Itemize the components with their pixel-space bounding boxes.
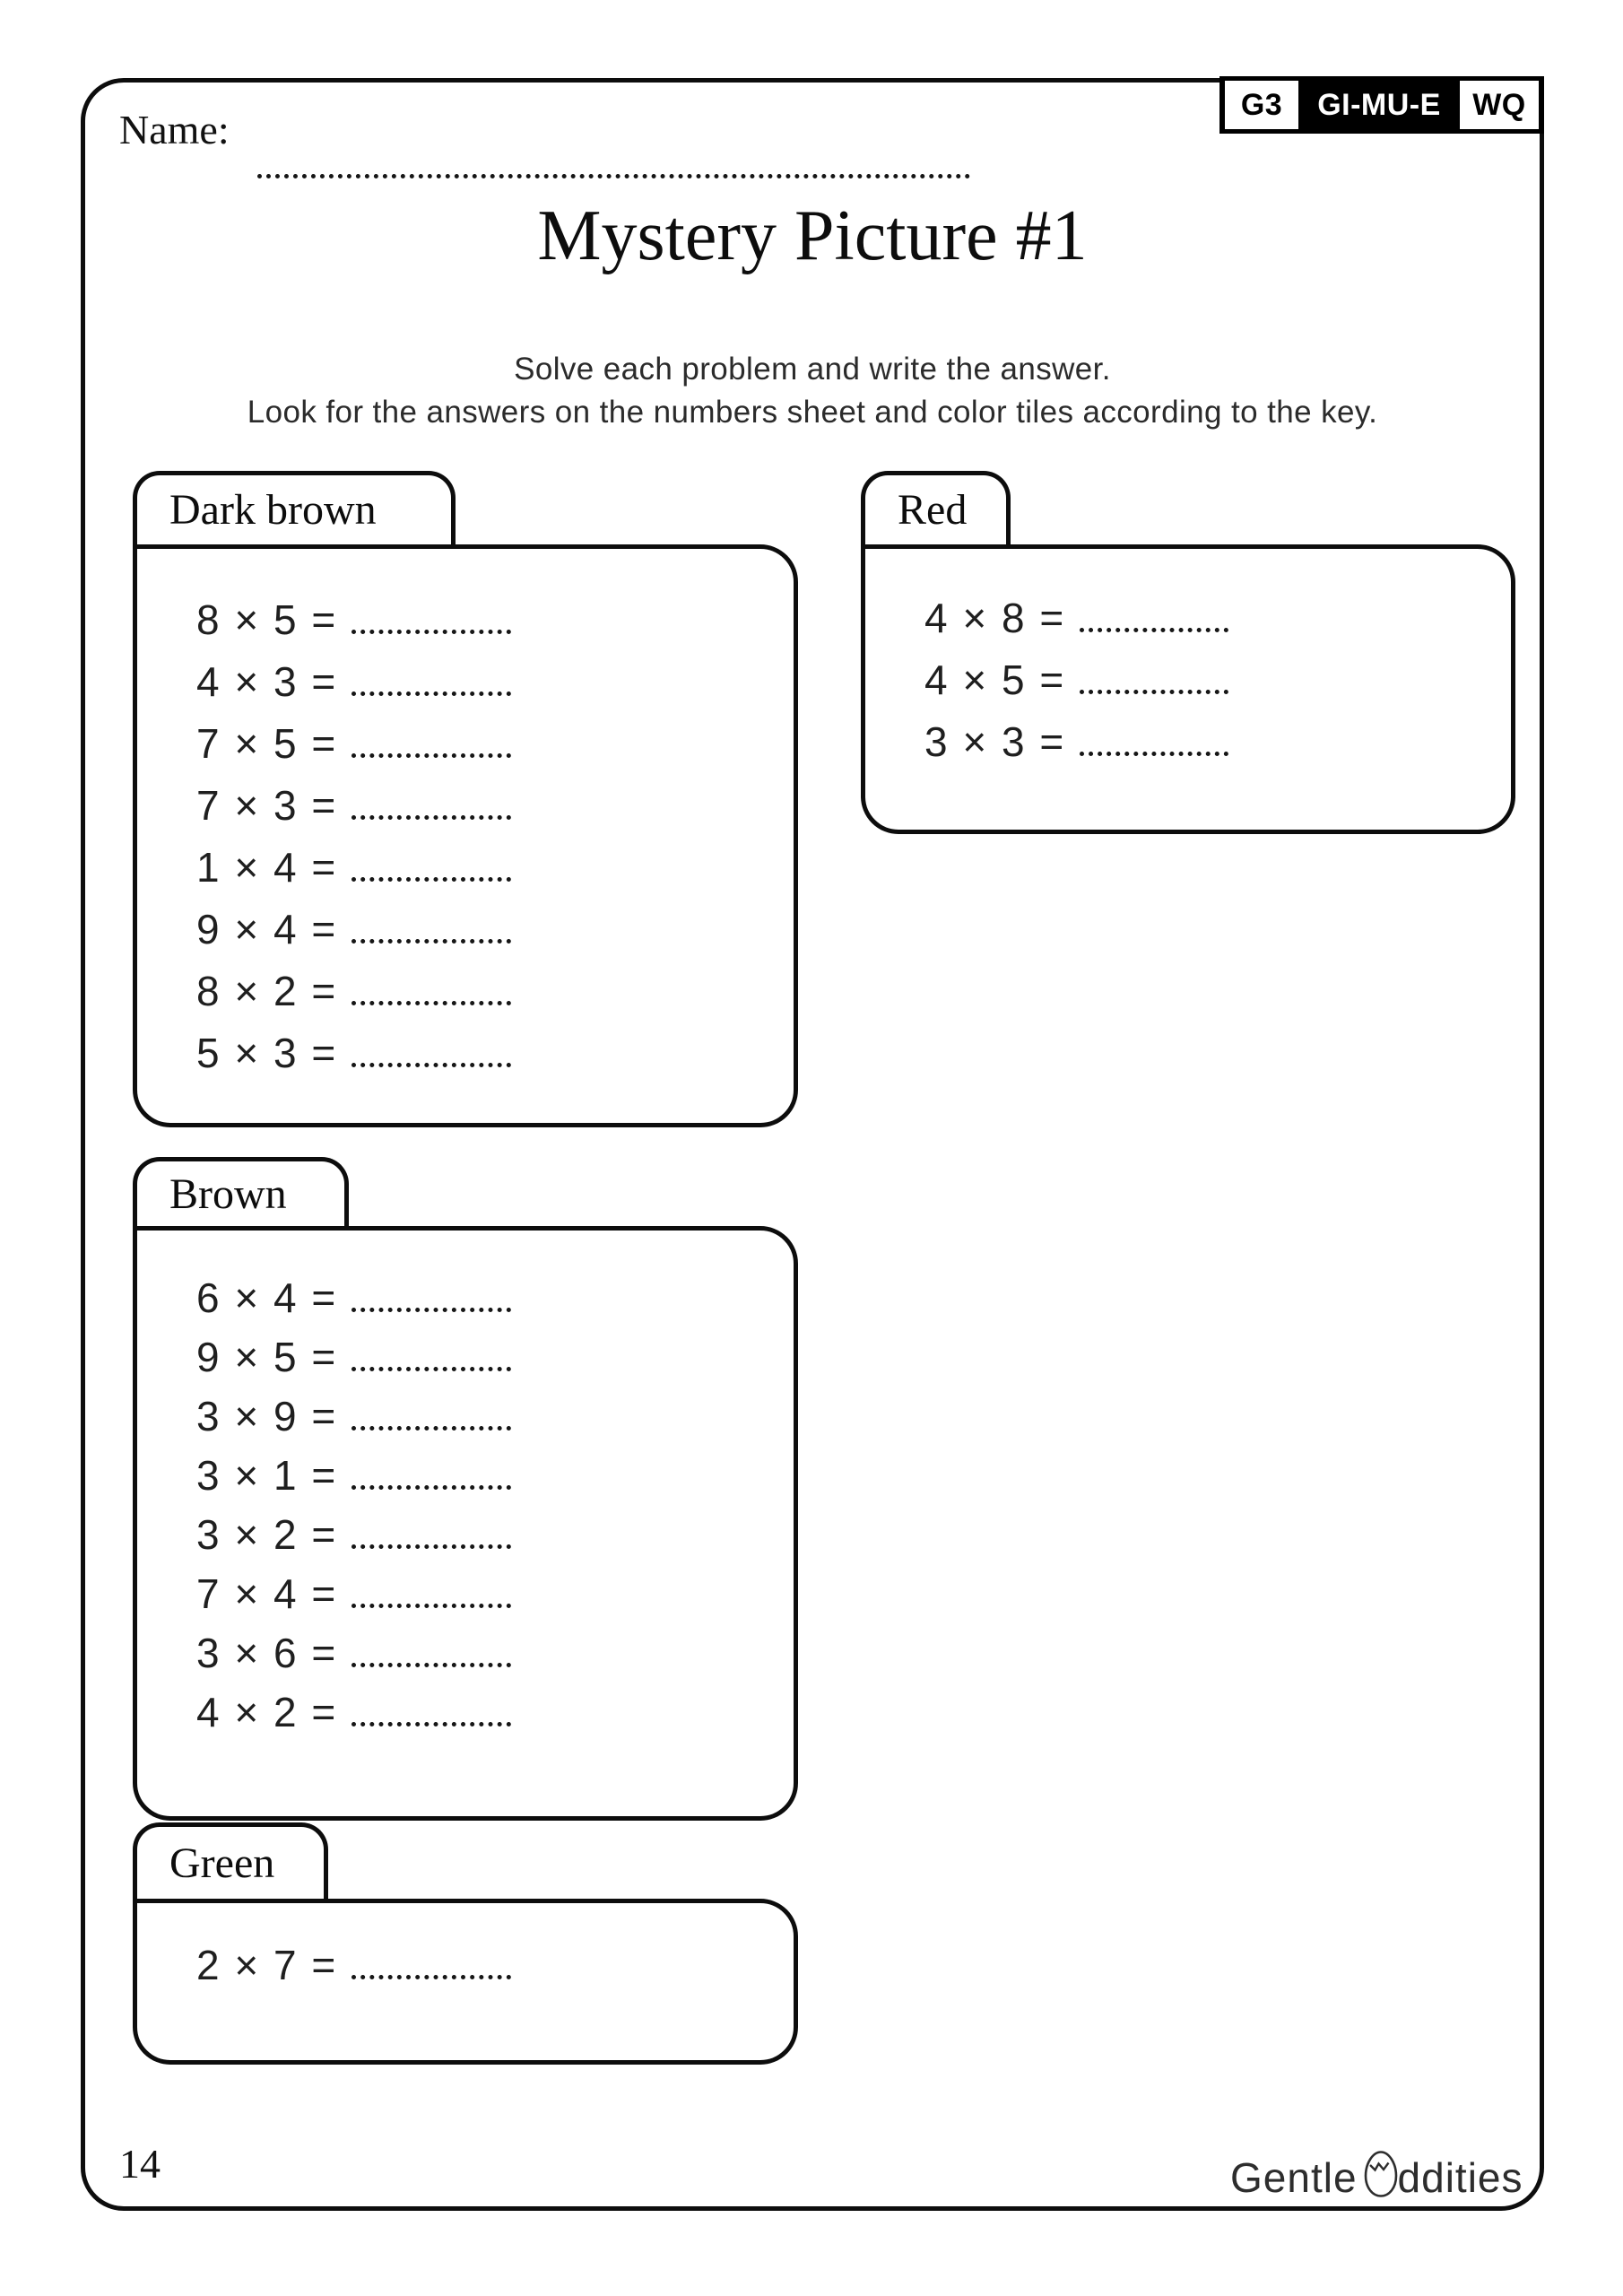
brand-logo <box>1230 2151 1523 2205</box>
problem-row <box>196 1392 794 1451</box>
topic-code-label: GI-MU-E <box>1317 87 1441 122</box>
section-tab-brown <box>133 1157 349 1226</box>
problem-row <box>196 657 794 719</box>
section-box-red <box>861 544 1515 834</box>
section-tab-red <box>861 471 1011 544</box>
problem-list-red <box>865 549 1511 830</box>
problem-list-green <box>137 1903 794 2060</box>
answer-line <box>352 1717 511 1726</box>
problem-text: 3 × 3 = <box>924 718 1066 765</box>
problem-text: 3 × 1 = <box>196 1452 338 1499</box>
problem-row <box>196 1274 794 1333</box>
problem-row <box>196 905 794 967</box>
problem-row <box>924 594 1511 656</box>
problem-row <box>196 843 794 905</box>
answer-line <box>352 1361 511 1371</box>
answer-line <box>352 996 511 1005</box>
problem-text: 9 × 5 = <box>196 1334 338 1380</box>
answer-line <box>1080 622 1228 632</box>
answer-line <box>1080 684 1228 694</box>
problem-text: 3 × 6 = <box>196 1630 338 1676</box>
section-box-brown <box>133 1226 798 1821</box>
section-tab-green <box>133 1822 328 1899</box>
page-title: Mystery Picture #1 <box>537 196 1088 275</box>
answer-line <box>352 1539 511 1549</box>
answer-line <box>352 1480 511 1490</box>
instructions-line-2: Look for the answers on the numbers sheet and color tiles according to the key. <box>247 395 1378 430</box>
problem-row <box>196 1029 794 1091</box>
problem-list-brown <box>137 1231 794 1816</box>
name-label: Name: <box>119 107 230 152</box>
answer-line <box>352 748 511 758</box>
problem-row <box>196 1333 794 1392</box>
answer-line <box>352 1598 511 1608</box>
header-badge-bar <box>1219 76 1544 134</box>
name-answer-line <box>257 142 970 178</box>
problem-text: 7 × 4 = <box>196 1570 338 1617</box>
problem-row <box>196 1451 794 1510</box>
problem-text: 5 × 3 = <box>196 1030 338 1076</box>
section-label-red: Red <box>898 486 968 534</box>
section-label-dark-brown: Dark brown <box>169 486 377 534</box>
section-box-dark-brown <box>133 544 798 1127</box>
instructions-line-1: Solve each problem and write the answer. <box>514 352 1111 387</box>
section-box-green <box>133 1899 798 2065</box>
problem-text: 7 × 5 = <box>196 720 338 767</box>
problem-text: 4 × 5 = <box>924 657 1066 703</box>
answer-line <box>1080 746 1228 756</box>
answer-line <box>352 810 511 820</box>
answer-line <box>352 934 511 944</box>
problem-text: 4 × 3 = <box>196 658 338 705</box>
page-number: 14 <box>119 2141 161 2187</box>
worksheet-type-badge <box>1460 81 1539 129</box>
answer-line <box>352 1302 511 1312</box>
problem-row <box>196 967 794 1029</box>
answer-line <box>352 1657 511 1667</box>
problem-text: 2 × 7 = <box>196 1942 338 1988</box>
problem-text: 4 × 8 = <box>924 595 1066 641</box>
problem-row <box>924 718 1511 779</box>
problem-text: 7 × 3 = <box>196 782 338 829</box>
answer-line <box>352 872 511 882</box>
problem-row <box>196 1629 794 1688</box>
problem-list-dark-brown <box>137 549 794 1123</box>
problem-text: 8 × 5 = <box>196 596 338 643</box>
section-label-green: Green <box>169 1839 275 1887</box>
problem-text: 9 × 4 = <box>196 906 338 952</box>
answer-line <box>352 1970 511 1979</box>
brand-text-prefix: Gentle <box>1230 2154 1358 2201</box>
problem-text: 1 × 4 = <box>196 844 338 891</box>
brand-text-suffix: ddities <box>1397 2154 1523 2201</box>
problem-text: 3 × 2 = <box>196 1511 338 1558</box>
grade-badge <box>1225 81 1298 129</box>
answer-line <box>352 624 511 634</box>
problem-row <box>196 1570 794 1629</box>
answer-line <box>352 686 511 696</box>
problem-text: 4 × 2 = <box>196 1689 338 1735</box>
grade-badge-label: G3 <box>1240 87 1283 122</box>
worksheet-type-label: WQ <box>1472 87 1526 122</box>
topic-code-badge <box>1298 81 1460 129</box>
answer-line <box>352 1421 511 1431</box>
problem-row <box>196 1941 794 2003</box>
problem-text: 8 × 2 = <box>196 968 338 1014</box>
section-tab-dark-brown <box>133 471 456 544</box>
problem-row <box>196 1510 794 1570</box>
section-label-brown: Brown <box>169 1170 287 1218</box>
cracked-egg-icon <box>1363 2150 1399 2198</box>
problem-row <box>196 1688 794 1747</box>
answer-line <box>352 1057 511 1067</box>
problem-row <box>196 719 794 781</box>
problem-row <box>196 596 794 657</box>
problem-text: 6 × 4 = <box>196 1274 338 1321</box>
problem-row <box>924 656 1511 718</box>
problem-text: 3 × 9 = <box>196 1393 338 1439</box>
problem-row <box>196 781 794 843</box>
